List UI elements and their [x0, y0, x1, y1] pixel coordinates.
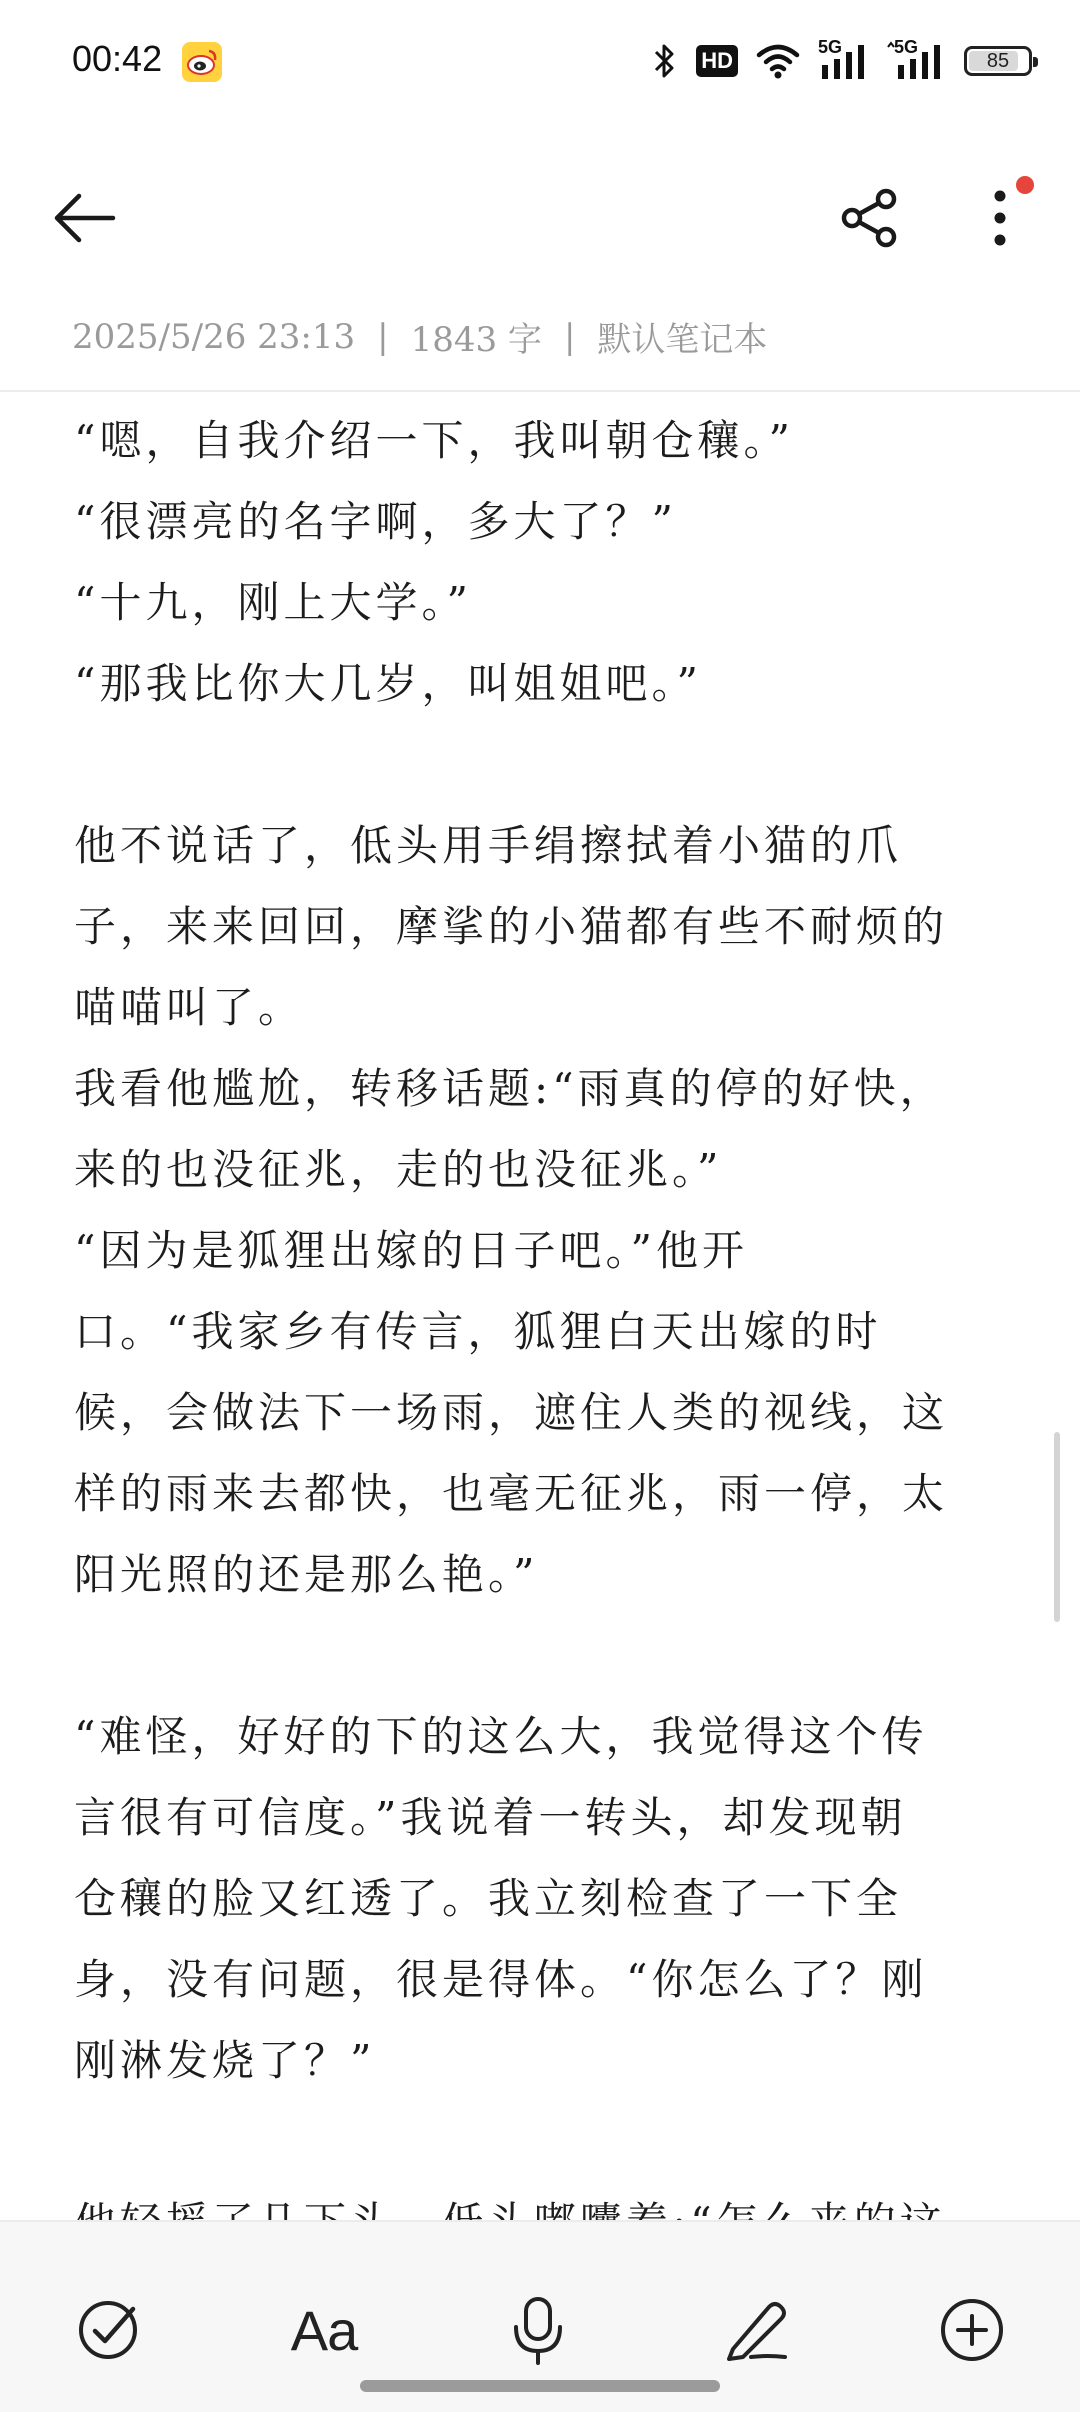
meta-separator: | — [377, 316, 389, 357]
pen-icon — [721, 2297, 791, 2363]
note-line: “那我比你大几岁，叫姐姐吧。” — [74, 659, 702, 708]
text-format-icon: Aa — [290, 2298, 358, 2362]
note-line: 口。“我家乡有传言，狐狸白天出嫁的时 — [74, 1307, 882, 1356]
note-date: 2025/5/26 23:13 — [72, 316, 356, 357]
weibo-notification-icon — [182, 42, 222, 82]
check-circle-icon — [75, 2297, 141, 2363]
add-button[interactable] — [924, 2282, 1020, 2378]
blank-line — [74, 724, 1010, 805]
note-line: 我看他尴尬，转移话题:“雨真的停的好快， — [74, 1064, 946, 1113]
note-meta — [72, 312, 767, 361]
status-icons — [652, 36, 1032, 86]
note-line: “因为是狐狸出嫁的日子吧。”他开 — [74, 1226, 748, 1275]
note-line: 样的雨来去都快，也毫无征兆，雨一停，太 — [74, 1469, 949, 1518]
microphone-icon — [510, 2295, 566, 2365]
note-line: “很漂亮的名字啊，多大了？” — [74, 497, 677, 546]
battery-indicator — [964, 46, 1032, 76]
note-line: 候，会做法下一场雨，遮住人类的视线，这 — [74, 1388, 949, 1437]
note-line: 喵喵叫了。 — [74, 983, 305, 1032]
home-indicator[interactable] — [360, 2380, 720, 2392]
handwriting-button[interactable] — [708, 2282, 804, 2378]
signal-2-label: 5G — [894, 37, 919, 57]
arrow-left-icon — [49, 188, 119, 248]
scrollbar[interactable] — [1054, 1432, 1060, 1622]
signal-1-label: 5G — [818, 37, 843, 57]
top-app-bar — [0, 160, 1080, 270]
note-line: 仓穰的脸又红透了。我立刻检查了一下全 — [74, 1874, 903, 1923]
share-button[interactable] — [830, 178, 910, 258]
blank-line — [74, 2101, 1010, 2182]
plus-circle-icon — [938, 2296, 1006, 2364]
meta-separator: | — [563, 316, 576, 357]
battery-level: 85 — [986, 49, 1010, 72]
signal-2 — [888, 37, 946, 81]
note-line: “十九，刚上大学。” — [74, 578, 472, 627]
font-format-button[interactable] — [276, 2282, 372, 2378]
note-line: “嗯，自我介绍一下，我叫朝仓穰。” — [74, 416, 794, 465]
note-line: “难怪，好好的下的这么大，我觉得这个传 — [74, 1712, 928, 1761]
note-line: 来的也没征兆，走的也没征兆。” — [74, 1145, 723, 1194]
note-line: 刚淋发烧了？” — [74, 2036, 376, 2085]
signal-1 — [818, 37, 870, 81]
more-vertical-icon — [990, 186, 1010, 250]
notification-dot — [1016, 176, 1034, 194]
hd-label: HD — [701, 48, 733, 73]
blank-line — [74, 1615, 1010, 1696]
share-icon — [838, 186, 902, 250]
hd-voice-badge — [696, 45, 738, 77]
signal-1-bars-icon — [818, 41, 870, 81]
header-divider — [0, 390, 1080, 392]
note-line: 阳光照的还是那么艳。” — [74, 1550, 539, 1599]
status-bar — [0, 0, 1080, 124]
note-line: 子，来来回回，摩挲的小猫都有些不耐烦的 — [74, 902, 949, 951]
note-line: 他不说话了，低头用手绢擦拭着小猫的爪 — [74, 821, 903, 870]
note-body[interactable] — [74, 400, 1010, 2220]
note-line: 身，没有问题，很是得体。“你怎么了？刚 — [74, 1955, 928, 2004]
notebook-name[interactable]: 默认笔记本 — [597, 320, 768, 360]
signal-2-bars-icon — [888, 41, 946, 81]
word-count: 1843 字 — [410, 320, 542, 360]
bluetooth-icon — [652, 42, 678, 80]
note-line: 言很有可信度。”我说着一转头，却发现朝 — [74, 1793, 907, 1842]
status-time: 00:42 — [72, 38, 163, 79]
checklist-button[interactable] — [60, 2282, 156, 2378]
voice-input-button[interactable] — [490, 2282, 586, 2378]
wifi-icon — [756, 43, 800, 79]
back-button[interactable] — [44, 178, 124, 258]
